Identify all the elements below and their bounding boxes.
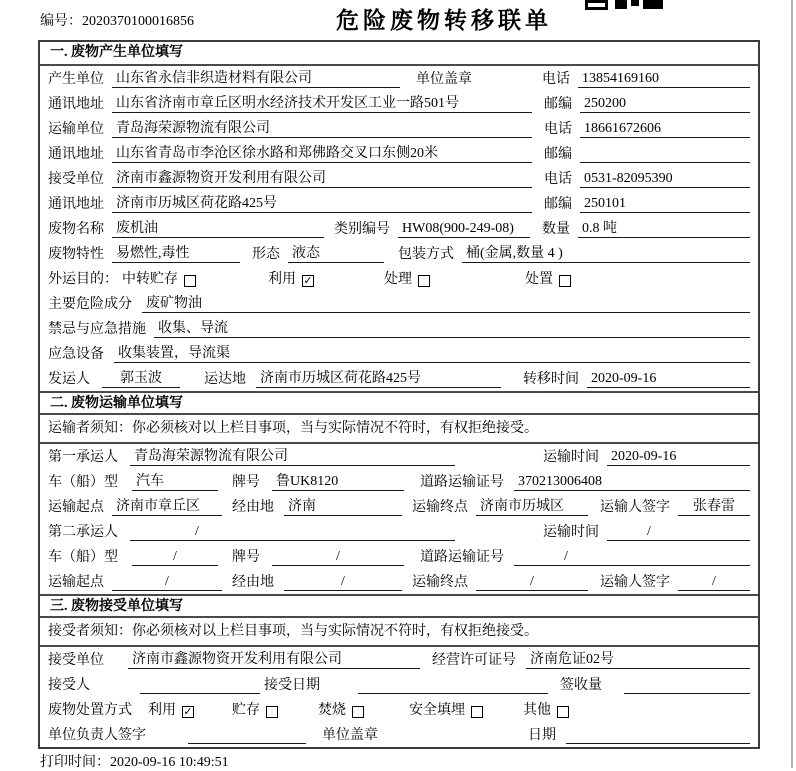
option-treat: 处理 — [384, 272, 412, 287]
plate2-value: / — [272, 549, 404, 566]
row-second-carrier — [40, 519, 758, 544]
checkbox-utilize: ✓ — [303, 275, 313, 287]
packaging-label: 包装方式 — [398, 247, 454, 262]
transport-zip-value — [580, 162, 750, 163]
row-route1 — [40, 494, 758, 519]
produce-zip-value: 250200 — [580, 96, 750, 113]
manifest-number-value: 2020370100016856 — [82, 14, 194, 29]
emergency-equipment-value: 收集装置，导流渠 — [114, 342, 750, 363]
transport-phone-value: 18661672606 — [580, 121, 750, 138]
route-end2-value: / — [476, 574, 588, 591]
receive-phone-value: 0531-82095390 — [580, 171, 750, 188]
shipper-label: 发运人 — [48, 372, 90, 387]
option-transfer-storage: 中转贮存 — [122, 272, 178, 287]
via2-value: / — [284, 574, 402, 591]
zip-label: 邮编 — [544, 197, 572, 212]
packaging-value: 桶(金属,数量 4 ) — [462, 242, 750, 263]
phone-label: 电话 — [542, 72, 570, 87]
checkbox-treat — [418, 275, 430, 287]
receive-unit-label: 接受单位 — [48, 172, 104, 187]
category-code-value: HW08(900-249-08) — [398, 221, 530, 238]
address-label: 通讯地址 — [48, 147, 104, 162]
transport-unit-value: 青岛海荣源物流有限公司 — [112, 117, 532, 138]
receiver-notice: 接受者须知：你必须核对以上栏目事项，当与实际情况不符时，有权拒绝接受。 — [40, 618, 758, 647]
license-label: 经营许可证号 — [432, 653, 516, 668]
sign-date-value — [566, 743, 750, 744]
route-end-label: 运输终点 — [412, 575, 468, 590]
checkbox-landfill — [471, 706, 483, 718]
emergency-equipment-label: 应急设备 — [48, 347, 104, 362]
receive-zip-value: 250101 — [580, 196, 750, 213]
plate-value: 鲁UK8120 — [272, 470, 404, 491]
receive-unit-value: 济南市鑫源物资开发利用有限公司 — [112, 167, 532, 188]
row-receive-unit — [40, 166, 758, 191]
checkbox-incinerate — [352, 706, 364, 718]
unit-seal-label: 单位盖章 — [416, 72, 472, 87]
row-waste-traits — [40, 241, 758, 266]
phone-label: 电话 — [544, 172, 572, 187]
quantity-label: 数量 — [542, 222, 570, 237]
hazard-component-value: 废矿物油 — [142, 292, 750, 313]
transport-unit-label: 运输单位 — [48, 122, 104, 137]
receiver-unit-label: 接受单位 — [48, 653, 104, 668]
road-permit-label: 道路运输证号 — [420, 475, 504, 490]
row-transport-address — [40, 141, 758, 166]
print-time: 打印时间：2020-09-16 10:49:51 — [40, 755, 229, 770]
transfer-time-value: 2020-09-16 — [587, 371, 750, 388]
road-permit-label: 道路运输证号 — [420, 550, 504, 565]
option-store: 贮存 — [232, 703, 260, 718]
checkbox-dispose — [559, 275, 571, 287]
route-start-label: 运输起点 — [48, 500, 104, 515]
taboo-measures-value: 收集、导流 — [154, 317, 750, 338]
receive-address-value: 济南市历城区荷花路425号 — [112, 192, 532, 213]
option-dispose: 处置 — [525, 272, 553, 287]
right-edge-divider — [791, 0, 793, 768]
vehicle-type2-value: / — [132, 549, 218, 566]
option-landfill: 安全填埋 — [409, 703, 465, 718]
row-hazard-component — [40, 291, 758, 316]
option-utilize: 利用 — [268, 272, 296, 287]
option-other: 其他 — [523, 703, 551, 718]
second-carrier-label: 第二承运人 — [48, 525, 118, 540]
address-label: 通讯地址 — [48, 197, 104, 212]
row-produce-unit — [40, 66, 758, 91]
transport-time2-value: / — [607, 524, 750, 541]
carrier-sign-value: 张春雷 — [678, 495, 750, 516]
route-end-label: 运输终点 — [412, 500, 468, 515]
row-shipper — [40, 366, 758, 391]
zip-label: 邮编 — [544, 97, 572, 112]
route-start2-value: / — [112, 574, 222, 591]
route-start-value: 济南市章丘区 — [112, 495, 222, 516]
responsible-sign-label: 单位负责人签字 — [48, 728, 146, 743]
checkbox-other — [557, 706, 569, 718]
carrier-sign2-value: / — [678, 574, 750, 591]
waste-name-value: 废机油 — [112, 217, 324, 238]
transport-time-value: 2020-09-16 — [607, 449, 750, 466]
responsible-sign-value — [188, 743, 306, 744]
phone-label: 电话 — [544, 122, 572, 137]
receiver-person-value — [140, 693, 260, 694]
route-end-value: 济南市历城区 — [476, 495, 588, 516]
row-receive-address — [40, 191, 758, 216]
row-responsible-sign — [40, 722, 758, 747]
transfer-purpose-label: 外运目的： — [48, 272, 118, 287]
row-taboo-measures — [40, 316, 758, 341]
checkbox-transfer-storage — [184, 275, 196, 287]
route-start-label: 运输起点 — [48, 575, 104, 590]
row-disposal-method — [40, 697, 758, 722]
unit-seal-label: 单位盖章 — [322, 728, 378, 743]
via-label: 经由地 — [232, 575, 274, 590]
category-code-label: 类别编号 — [334, 222, 390, 237]
received-qty-value — [624, 693, 750, 694]
checkbox-store — [266, 706, 278, 718]
manifest-table — [38, 40, 760, 749]
row-transport-unit — [40, 116, 758, 141]
receive-date-value — [358, 693, 548, 694]
produce-unit-value: 山东省永信非织造材料有限公司 — [112, 67, 400, 88]
first-carrier-label: 第一承运人 — [48, 450, 118, 465]
row-produce-address — [40, 91, 758, 116]
checkbox-utilize: ✓ — [183, 706, 193, 718]
waste-traits-label: 废物特性 — [48, 247, 104, 262]
zip-label: 邮编 — [544, 147, 572, 162]
transport-address-value: 山东省青岛市李沧区徐水路和郑佛路交叉口东侧20米 — [112, 142, 532, 163]
option-utilize: 利用 — [148, 703, 176, 718]
section3-header: 三. 废物接受单位填写 — [40, 594, 758, 618]
vehicle-type-value: 汽车 — [132, 470, 218, 491]
produce-unit-label: 产生单位 — [48, 72, 104, 87]
date-label: 日期 — [528, 728, 556, 743]
row-vehicle2 — [40, 544, 758, 569]
first-carrier-value: 青岛海荣源物流有限公司 — [130, 445, 455, 466]
receiver-unit-value: 济南市鑫源物资开发利用有限公司 — [128, 648, 420, 669]
vehicle-type-label: 车（船）型 — [48, 550, 118, 565]
destination-value: 济南市历城区荷花路425号 — [256, 367, 501, 388]
quantity-value: 0.8 吨 — [578, 217, 750, 238]
form-label: 形态 — [252, 247, 280, 262]
row-receiver-unit — [40, 647, 758, 672]
row-receiver-person — [40, 672, 758, 697]
row-vehicle1 — [40, 469, 758, 494]
via-label: 经由地 — [232, 500, 274, 515]
hazard-component-label: 主要危险成分 — [48, 297, 132, 312]
transport-time-label: 运输时间 — [543, 450, 599, 465]
row-waste-name — [40, 216, 758, 241]
waste-name-label: 废物名称 — [48, 222, 104, 237]
disposal-method-label: 废物处置方式 — [48, 703, 132, 718]
vehicle-type-label: 车（船）型 — [48, 475, 118, 490]
section1-header: 一. 废物产生单位填写 — [40, 42, 758, 66]
manifest-number-label: 编号： — [40, 14, 82, 29]
produce-address-value: 山东省济南市章丘区明水经济技术开发区工业一路501号 — [112, 92, 532, 113]
transporter-notice: 运输者须知：你必须核对以上栏目事项，当与实际情况不符时，有权拒绝接受。 — [40, 415, 758, 444]
row-emergency-equipment — [40, 341, 758, 366]
row-first-carrier — [40, 444, 758, 469]
carrier-sign-label: 运输人签字 — [600, 575, 670, 590]
page-title: 危险废物转移联单 — [336, 8, 552, 33]
row-route2 — [40, 569, 758, 594]
option-incinerate: 焚烧 — [318, 703, 346, 718]
form-value: 液态 — [288, 242, 384, 263]
receive-date-label: 接受日期 — [264, 678, 320, 693]
row-transfer-purpose — [40, 266, 758, 291]
transfer-time-label: 转移时间 — [523, 372, 579, 387]
road-permit-value: 370213006408 — [514, 474, 750, 491]
produce-phone-value: 13854169160 — [578, 71, 750, 88]
received-qty-label: 签收量 — [560, 678, 602, 693]
waste-traits-value: 易燃性,毒性 — [112, 242, 240, 263]
receiver-person-label: 接受人 — [48, 678, 90, 693]
road-permit2-value: / — [514, 549, 750, 566]
carrier-sign-label: 运输人签字 — [600, 500, 670, 515]
shipper-value: 郭玉波 — [102, 367, 180, 388]
taboo-measures-label: 禁忌与应急措施 — [48, 322, 146, 337]
transport-time-label: 运输时间 — [543, 525, 599, 540]
plate-label: 牌号 — [232, 475, 260, 490]
license-value: 济南危证02号 — [526, 648, 750, 669]
address-label: 通讯地址 — [48, 97, 104, 112]
plate-label: 牌号 — [232, 550, 260, 565]
via-value: 济南 — [284, 495, 402, 516]
destination-label: 运达地 — [204, 372, 246, 387]
second-carrier-value: / — [130, 524, 455, 541]
section2-header: 二. 废物运输单位填写 — [40, 391, 758, 415]
